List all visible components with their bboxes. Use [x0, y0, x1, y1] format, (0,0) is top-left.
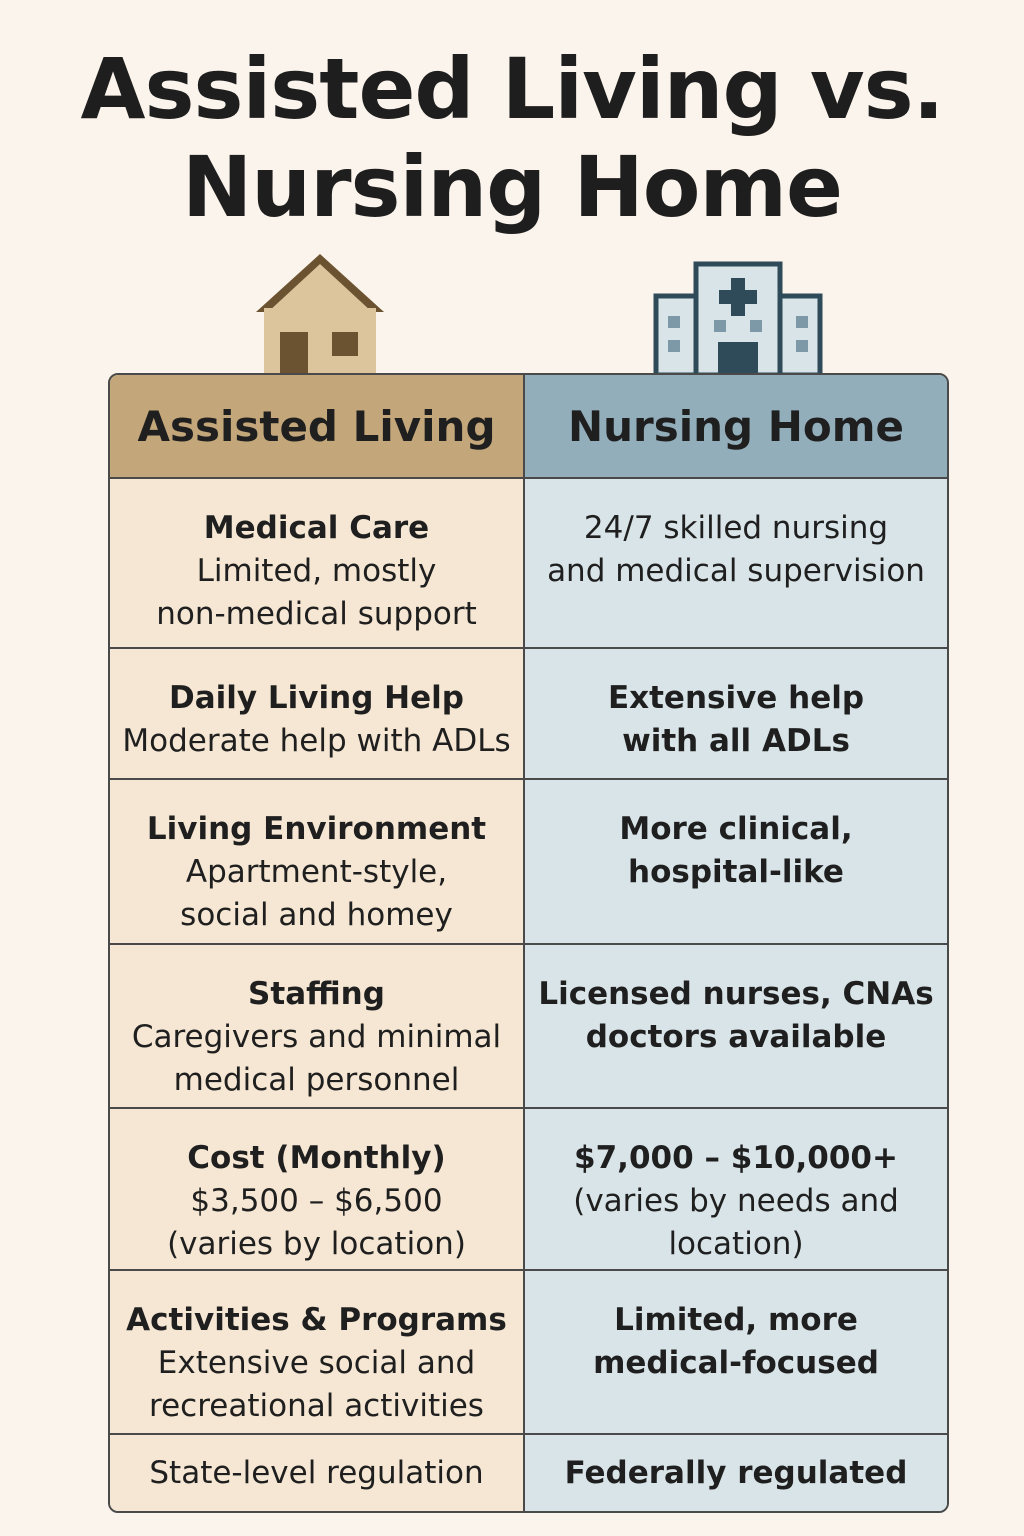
- row-activities-nursing: [525, 1269, 947, 1433]
- row-label: Daily Living Help: [169, 680, 464, 716]
- row-activities-assisted: [110, 1269, 525, 1433]
- nursing-value: Limited, more medical-focused: [593, 1302, 879, 1381]
- header-assisted-living: Assisted Living: [110, 375, 525, 477]
- row-living-environment-nursing: [525, 778, 947, 943]
- row-living-environment-assisted: [110, 778, 525, 943]
- assisted-value: $3,500 – $6,500 (varies by location): [167, 1183, 466, 1262]
- row-regulation-assisted: [110, 1433, 525, 1511]
- nursing-value: (varies by needs and location): [573, 1183, 899, 1262]
- assisted-value: Limited, mostly non-medical support: [156, 553, 477, 632]
- assisted-value: Extensive social and recreational activities: [149, 1345, 484, 1424]
- assisted-value: Apartment-style, social and homey: [180, 854, 453, 933]
- assisted-value: Caregivers and minimal medical personnel: [131, 1019, 502, 1098]
- row-cost-nursing: [525, 1107, 947, 1269]
- page-title: [0, 40, 1024, 236]
- nursing-value: More clinical, hospital-like: [619, 811, 853, 890]
- nursing-value: 24/7 skilled nursing and medical supervision: [547, 510, 925, 589]
- row-label: Staffing: [248, 976, 385, 1012]
- nursing-value: Extensive help with all ADLs: [607, 680, 865, 759]
- row-cost-assisted: [110, 1107, 525, 1269]
- row-label: Cost (Monthly): [187, 1140, 446, 1176]
- row-daily-living-assisted: [110, 647, 525, 778]
- row-label: Living Environment: [146, 811, 487, 847]
- assisted-value: Moderate help with ADLs: [122, 723, 511, 759]
- nursing-cost-range: $7,000 – $10,000+: [574, 1140, 898, 1176]
- row-medical-care-nursing: [525, 477, 947, 647]
- hospital-icon: [652, 258, 824, 375]
- row-label: Activities & Programs: [126, 1302, 507, 1338]
- nursing-value: Licensed nurses, CNAs doctors available: [538, 976, 934, 1055]
- row-medical-care-assisted: [110, 477, 525, 647]
- row-staffing-nursing: [525, 943, 947, 1107]
- row-staffing-assisted: [110, 943, 525, 1107]
- title-line-2: Nursing Home: [182, 138, 842, 236]
- assisted-value: State-level regulation: [149, 1454, 484, 1491]
- row-daily-living-nursing: [525, 647, 947, 778]
- house-icon: [250, 250, 390, 375]
- row-label: Medical Care: [203, 510, 430, 546]
- title-line-1: Assisted Living vs.: [80, 40, 944, 138]
- nursing-value: Federally regulated: [564, 1454, 908, 1491]
- row-regulation-nursing: [525, 1433, 947, 1511]
- header-nursing-home: Nursing Home: [525, 375, 947, 477]
- comparison-table: [108, 373, 949, 1513]
